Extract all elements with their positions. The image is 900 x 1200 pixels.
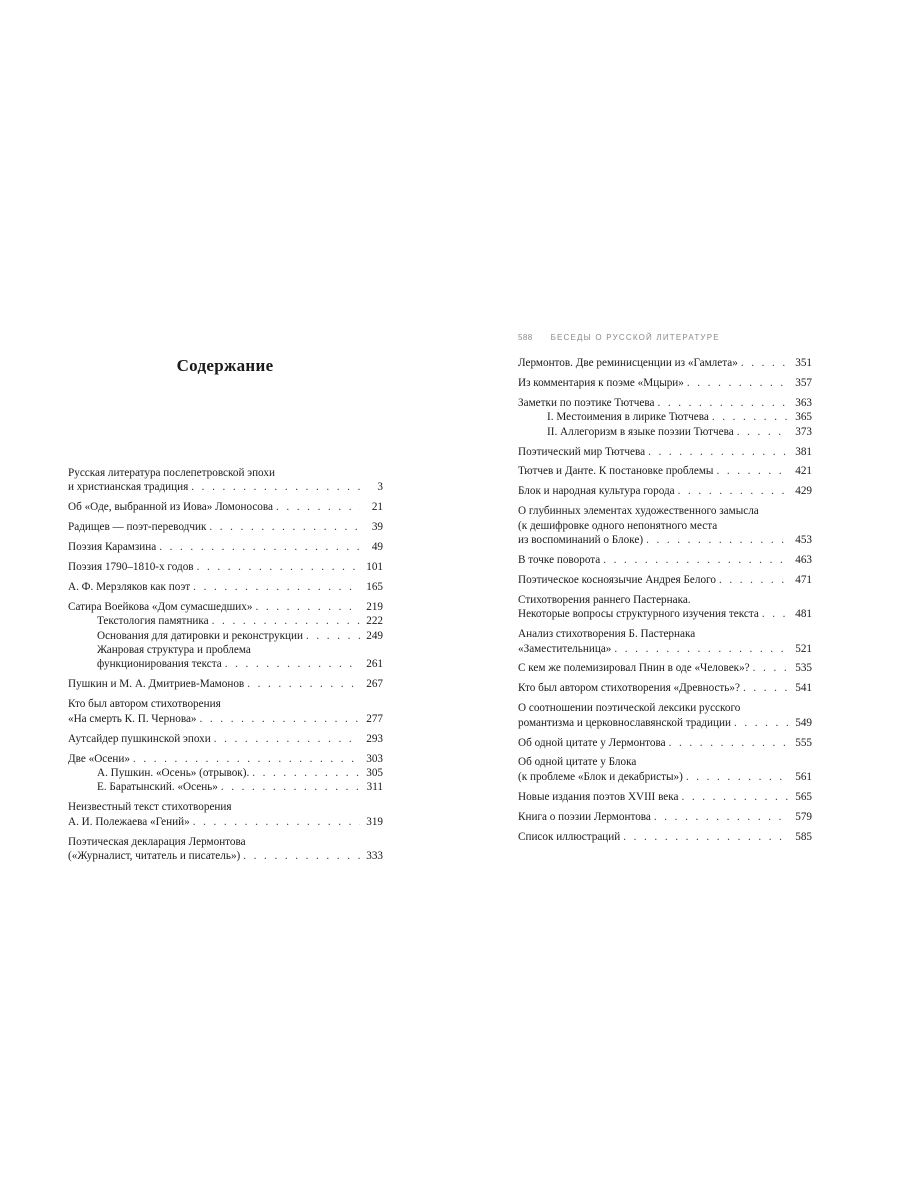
- toc-page-number: 421: [795, 465, 812, 478]
- dot-leader: [686, 770, 789, 784]
- toc-entry: [518, 376, 812, 390]
- toc-subentry: [97, 629, 383, 643]
- dot-leader: [193, 580, 360, 594]
- toc-entry-row: [97, 629, 383, 643]
- toc-entry-row: [97, 657, 383, 671]
- dot-leader: [719, 573, 789, 587]
- toc-page-number: 541: [795, 682, 812, 695]
- toc-entry: [518, 593, 812, 622]
- toc-page-number: 381: [795, 445, 812, 458]
- toc-page-number: 357: [795, 376, 812, 389]
- toc-page-number: 39: [371, 521, 383, 534]
- toc-page-number: 305: [366, 766, 383, 779]
- dot-leader: [753, 661, 789, 675]
- toc-page-number: 565: [795, 790, 812, 803]
- toc-entry-row: [518, 607, 812, 621]
- toc-entry-text: А. Ф. Мерзляков как поэт: [68, 580, 191, 593]
- dot-leader: [133, 752, 360, 766]
- toc-page-number: 555: [795, 736, 812, 749]
- toc-entry: [68, 466, 383, 495]
- dot-leader: [741, 356, 789, 370]
- toc-entry-row: [68, 752, 383, 766]
- toc-entry: [518, 445, 812, 459]
- toc-page-number: 319: [366, 815, 383, 828]
- toc-entry-row: [518, 681, 812, 695]
- toc-list-left: [68, 466, 383, 869]
- toc-entry-row: [97, 780, 383, 794]
- toc-entry-text: Некоторые вопросы структурного изучения текста: [518, 608, 759, 621]
- toc-entry-row: [68, 732, 383, 746]
- toc-entry: [518, 681, 812, 695]
- toc-entry-text: функционирования текста: [97, 658, 222, 671]
- toc-entry-row: [518, 553, 812, 567]
- toc-page-number: 535: [795, 662, 812, 675]
- toc-entry-row: [68, 815, 383, 829]
- toc-entry-text: В точке поворота: [518, 553, 601, 566]
- toc-entry-text: и христианская традиция: [68, 481, 189, 494]
- toc-entry-text: Сатира Воейкова «Дом сумасшедших»: [68, 600, 253, 613]
- toc-entry: [518, 484, 812, 498]
- dot-leader: [159, 540, 360, 554]
- dot-leader: [654, 810, 789, 824]
- toc-entry: [518, 627, 812, 656]
- toc-entry-text: Стихотворения раннего Пастернака.: [518, 593, 691, 606]
- running-head: [518, 333, 720, 342]
- toc-entry-text: романтизма и церковнославянской традиции: [518, 716, 731, 729]
- toc-entry-text: О глубинных элементах художественного замысла: [518, 505, 759, 518]
- toc-entry-text: Русская литература послепетровской эпохи: [68, 467, 275, 479]
- toc-entry-row: [518, 790, 812, 804]
- toc-entry-row: [68, 580, 383, 594]
- toc-page-number: 21: [371, 501, 383, 514]
- dot-leader: [648, 445, 789, 459]
- toc-list-right: [518, 356, 812, 849]
- toc-entry-row: [68, 560, 383, 574]
- toc-page-number: 3: [377, 481, 383, 494]
- toc-entry: [518, 830, 812, 844]
- toc-page-number: 293: [366, 732, 383, 745]
- running-head-title: БЕСЕДЫ О РУССКОЙ ЛИТЕРАТУРЕ: [550, 333, 720, 342]
- dot-leader: [276, 500, 360, 514]
- toc-entry-row: [518, 661, 812, 675]
- toc-entry-text: Блок и народная культура города: [518, 485, 675, 498]
- toc-subentry: [97, 780, 383, 794]
- toc-page-number: 303: [366, 752, 383, 765]
- toc-entry-text: (к проблеме «Блок и декабристы»): [518, 770, 683, 783]
- dot-leader: [614, 642, 789, 656]
- toc-subentry: [97, 766, 383, 780]
- toc-page-number: 471: [795, 573, 812, 586]
- toc-entry-text: С кем же полемизировал Пнин в оде «Человек»?: [518, 662, 750, 675]
- toc-entry: [68, 500, 383, 514]
- toc-entry-text: Поэзия Карамзина: [68, 541, 157, 554]
- toc-entry-text: Две «Осени»: [68, 752, 130, 765]
- dot-leader: [225, 657, 360, 671]
- dot-leader: [209, 520, 360, 534]
- toc-subentries: [68, 766, 383, 795]
- toc-entry-text: I. Местоимения в лирике Тютчева: [547, 411, 709, 424]
- toc-entry-text: О соотношении поэтической лексики русского: [518, 702, 741, 715]
- dot-leader: [247, 677, 360, 691]
- dot-leader: [716, 464, 789, 478]
- toc-entry: [68, 752, 383, 795]
- dot-leader: [734, 716, 789, 730]
- dot-leader: [669, 736, 789, 750]
- toc-page-number: 222: [366, 615, 383, 628]
- toc-entry-row: [518, 716, 812, 730]
- page-title: Содержание: [176, 356, 274, 375]
- toc-entry-row: [68, 500, 383, 514]
- toc-entry-text: А. И. Полежаева «Гений»: [68, 815, 190, 828]
- toc-subentry: [97, 614, 383, 628]
- dot-leader: [191, 480, 360, 494]
- toc-entry-text: Об одной цитате у Блока: [518, 756, 637, 769]
- toc-page-number: 363: [795, 396, 812, 409]
- toc-entry-text: Из комментария к поэме «Мцыри»: [518, 376, 684, 389]
- toc-entry-text: Кто был автором стихотворения «Древность»?: [518, 682, 740, 695]
- toc-page-number: 277: [366, 712, 383, 725]
- toc-page-number: 219: [366, 600, 383, 613]
- toc-entry-row: [547, 410, 812, 424]
- toc-entry-text: Новые издания поэтов XVIII века: [518, 790, 679, 803]
- toc-entry-text: Поэтическое косноязычие Андрея Белого: [518, 573, 716, 586]
- toc-subentry: [547, 425, 812, 439]
- dot-leader: [200, 712, 360, 726]
- toc-entry: [518, 701, 812, 730]
- toc-entry-text: Поэтическая декларация Лермонтова: [68, 835, 246, 848]
- toc-entry: [518, 464, 812, 478]
- toc-subentries: [518, 410, 812, 439]
- toc-page-number: 579: [795, 810, 812, 823]
- toc-entry-row: [518, 642, 812, 656]
- toc-page-number: 549: [795, 716, 812, 729]
- toc-entry: [68, 540, 383, 554]
- toc-entry-row: [518, 484, 812, 498]
- toc-entry-text: «Заместительница»: [518, 642, 612, 655]
- toc-entry-text: Неизвестный текст стихотворения: [68, 801, 232, 814]
- toc-page-number: 267: [366, 678, 383, 691]
- toc-entry-text: Об «Оде, выбранной из Иова» Ломоносова: [68, 501, 273, 514]
- dot-leader: [687, 376, 789, 390]
- toc-entry: [68, 600, 383, 672]
- toc-entry: [518, 573, 812, 587]
- dot-leader: [197, 560, 360, 574]
- toc-page-number: 521: [795, 642, 812, 655]
- toc-entry: [518, 810, 812, 824]
- toc-subentry: [547, 410, 812, 424]
- toc-page-number: 463: [795, 553, 812, 566]
- toc-entry-text: (к дешифровке одного непонятного места: [518, 519, 718, 532]
- toc-page-number: 585: [795, 830, 812, 843]
- toc-entry: [68, 732, 383, 746]
- toc-entry-row: [547, 425, 812, 439]
- toc-page-number: 453: [795, 534, 812, 547]
- dot-leader: [243, 849, 360, 863]
- toc-entry: [68, 835, 383, 864]
- dot-leader: [657, 396, 789, 410]
- dot-leader: [743, 681, 789, 695]
- toc-page-number: 261: [366, 658, 383, 671]
- toc-entry-text: Об одной цитате у Лермонтова: [518, 736, 666, 749]
- toc-entry-row: [68, 712, 383, 726]
- toc-entry-text: Пушкин и М. А. Дмитриев-Мамонов: [68, 678, 245, 691]
- dot-leader: [252, 766, 360, 780]
- toc-page-number: 333: [366, 849, 383, 862]
- toc-entry: [518, 396, 812, 439]
- toc-entry-text: Жанровая структура и проблема: [97, 644, 251, 657]
- toc-entry-text: из воспоминаний о Блоке): [518, 534, 644, 547]
- dot-leader: [678, 484, 789, 498]
- toc-entry-text: Тютчев и Данте. К постановке проблемы: [518, 465, 714, 478]
- toc-entry: [518, 736, 812, 750]
- dot-leader: [762, 607, 789, 621]
- dot-leader: [221, 780, 360, 794]
- right-page: [450, 0, 900, 1200]
- dot-leader: [214, 732, 360, 746]
- toc-entry-text: «На смерть К. П. Чернова»: [68, 712, 197, 725]
- toc-entry-text: Текстология памятника: [97, 615, 209, 628]
- toc-entry-text: II. Аллегоризм в языке поэзии Тютчева: [547, 425, 734, 438]
- toc-entry-text: Радищев — поэт-переводчик: [68, 521, 207, 534]
- dot-leader: [737, 425, 789, 439]
- toc-entry-row: [97, 614, 383, 628]
- toc-entry-text: А. Пушкин. «Осень» (отрывок).: [97, 766, 250, 779]
- toc-entry-text: Поэтический мир Тютчева: [518, 445, 646, 458]
- toc-entry: [518, 755, 812, 784]
- toc-page-number: 561: [795, 770, 812, 783]
- toc-entry-row: [518, 533, 812, 547]
- dot-leader: [306, 629, 360, 643]
- dot-leader: [193, 815, 360, 829]
- dot-leader: [603, 553, 789, 567]
- toc-entry-row: [518, 736, 812, 750]
- toc-entry: [518, 553, 812, 567]
- toc-entry: [68, 520, 383, 534]
- toc-entry-row: [518, 464, 812, 478]
- dot-leader: [623, 830, 789, 844]
- toc-page-number: 481: [795, 608, 812, 621]
- page-number: 588: [518, 333, 533, 342]
- toc-entry: [68, 800, 383, 829]
- toc-entry: [518, 790, 812, 804]
- dot-leader: [682, 790, 790, 804]
- toc-entry-row: [68, 849, 383, 863]
- toc-entry-text: Список иллюстраций: [518, 830, 621, 843]
- toc-page-number: 49: [371, 541, 383, 554]
- toc-entry-row: [68, 540, 383, 554]
- toc-entry-row: [518, 573, 812, 587]
- toc-entry: [68, 697, 383, 726]
- toc-entry-row: [518, 445, 812, 459]
- toc-page-number: 373: [795, 425, 812, 438]
- toc-page-number: 351: [795, 357, 812, 369]
- toc-entry: [68, 677, 383, 691]
- toc-entry: [518, 356, 812, 370]
- toc-entry-text: Основания для датировки и реконструкции: [97, 629, 304, 642]
- toc-entry: [518, 504, 812, 547]
- toc-entry-text: Лермонтов. Две реминисценции из «Гамлета»: [518, 357, 738, 369]
- dot-leader: [712, 410, 789, 424]
- toc-entry-text: Книга о поэзии Лермонтова: [518, 810, 651, 823]
- toc-page-number: 101: [366, 561, 383, 574]
- toc-page-number: 365: [795, 411, 812, 424]
- toc-page-number: 311: [366, 781, 383, 794]
- toc-entry-row: [518, 810, 812, 824]
- toc-entry: [68, 580, 383, 594]
- dot-leader: [212, 614, 360, 628]
- toc-page-number: 165: [366, 580, 383, 593]
- toc-entry-text: Заметки по поэтике Тютчева: [518, 396, 655, 409]
- dot-leader: [646, 533, 789, 547]
- toc-entry-row: [518, 356, 812, 370]
- toc-entry-text: Кто был автором стихотворения: [68, 698, 221, 711]
- toc-page-number: 429: [795, 485, 812, 498]
- dot-leader: [255, 600, 360, 614]
- toc-entry-text: («Журналист, читатель и писатель»): [68, 849, 241, 862]
- toc-entry-row: [518, 396, 812, 410]
- toc-entry: [68, 560, 383, 574]
- toc-entry-row: [68, 480, 383, 494]
- toc-entry-row: [518, 830, 812, 844]
- toc-subentry: [97, 643, 383, 672]
- toc-page-number: 249: [366, 629, 383, 642]
- toc-subentries: [68, 614, 383, 672]
- toc-entry-row: [518, 770, 812, 784]
- toc-entry-text: Е. Баратынский. «Осень»: [97, 781, 218, 794]
- toc-entry-text: Поэзия 1790–1810-х годов: [68, 561, 194, 574]
- toc-entry-text: Анализ стихотворения Б. Пастернака: [518, 628, 696, 641]
- toc-entry-row: [68, 677, 383, 691]
- toc-entry-row: [97, 766, 383, 780]
- toc-entry-text: Аутсайдер пушкинской эпохи: [68, 732, 211, 745]
- toc-entry-row: [518, 376, 812, 390]
- toc-entry-row: [68, 520, 383, 534]
- toc-entry: [518, 661, 812, 675]
- toc-entry-row: [68, 600, 383, 614]
